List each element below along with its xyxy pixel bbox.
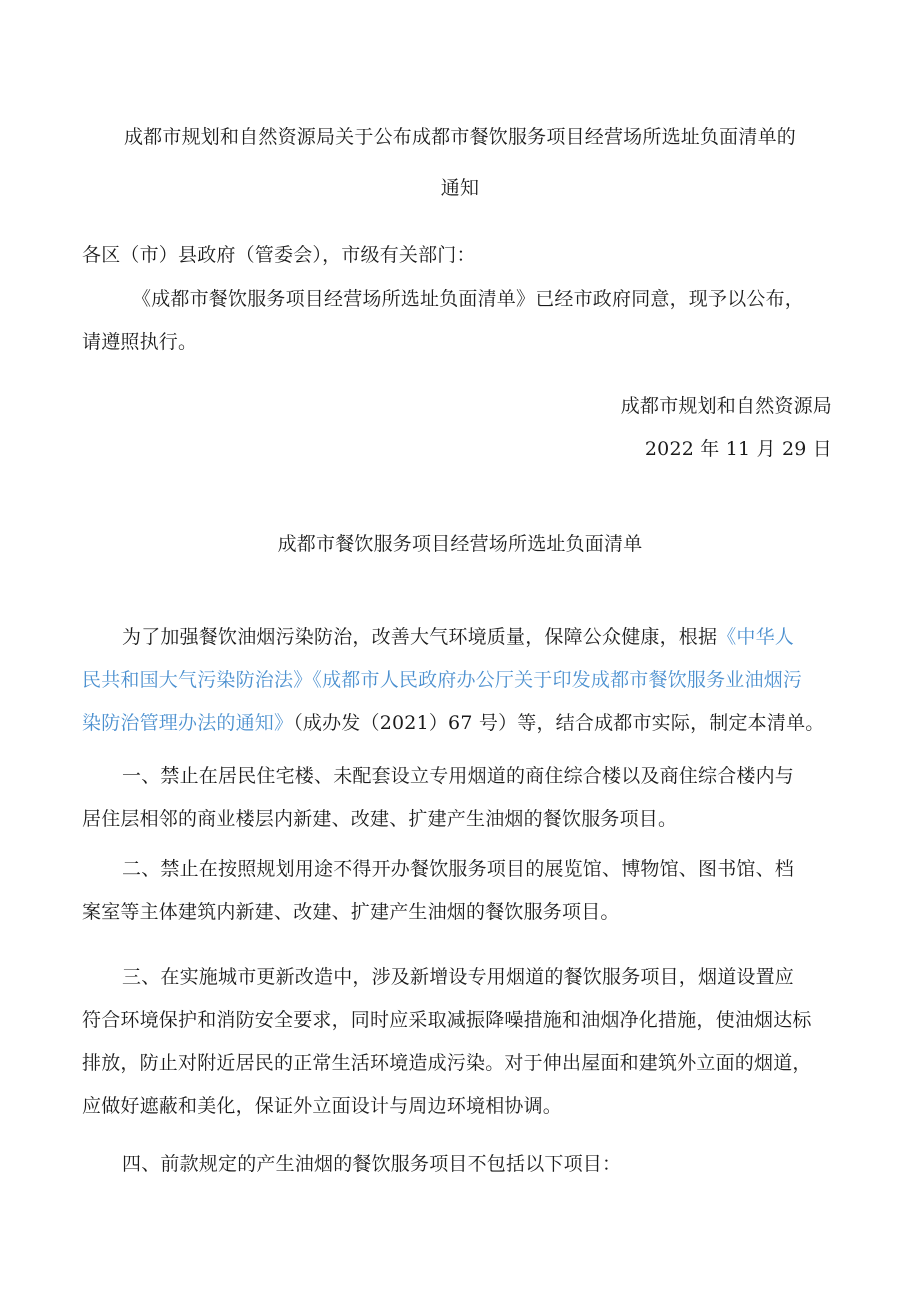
law-link-part-1[interactable]: 《中华人 (717, 626, 795, 648)
item-3-line-4: 应做好遮蔽和美化，保证外立面设计与周边环境相协调。 (82, 1095, 563, 1117)
notice-signature: 成都市规划和自然资源局 (620, 395, 832, 417)
item-3-line-3: 排放，防止对附近居民的正常生活环境造成污染。对于伸出屋面和建筑外立面的烟道， (82, 1052, 812, 1074)
intro-line-1-text: 为了加强餐饮油烟污染防治，改善大气环境质量，保障公众健康，根据 (122, 626, 718, 648)
intro-line-3-text: （成办发（2021）67 号）等，结合成都市实际，制定本清单。 (293, 712, 825, 734)
item-2-line-2: 案室等主体建筑内新建、改建、扩建产生油烟的餐饮服务项目。 (82, 901, 620, 923)
notice-date: 2022 年 11 月 29 日 (644, 438, 832, 460)
intro-line-1 (122, 624, 794, 650)
item-3-line-1: 三、在实施城市更新改造中，涉及新增设专用烟道的餐饮服务项目，烟道设置应 (122, 966, 795, 988)
item-2-line-1: 二、禁止在按照规划用途不得开办餐饮服务项目的展览馆、博物馆、图书馆、档 (122, 858, 795, 880)
item-3-line-2: 符合环境保护和消防安全要求，同时应采取减振降噪措施和油烟净化措施，使油烟达标 (82, 1009, 812, 1031)
notice-title-line-1: 成都市规划和自然资源局关于公布成都市餐饮服务项目经营场所选址负面清单的 (123, 126, 796, 148)
notice-title-line-2: 通知 (440, 177, 480, 199)
notice-salutation: 各区（市）县政府（管委会），市级有关部门： (82, 244, 476, 266)
notice-body-line-1: 《成都市餐饮服务项目经营场所选址负面清单》已经市政府同意，现予以公布， (132, 288, 805, 310)
item-1-line-2: 居住层相邻的商业楼层内新建、改建、扩建产生油烟的餐饮服务项目。 (82, 808, 678, 830)
list-title: 成都市餐饮服务项目经营场所选址负面清单 (277, 533, 643, 555)
intro-line-3 (82, 710, 824, 736)
item-1-line-1: 一、禁止在居民住宅楼、未配套设立专用烟道的商住综合楼以及商住综合楼内与 (122, 765, 795, 787)
law-link-part-2[interactable]: 民共和国大气污染防治法》《成都市人民政府办公厅关于印发成都市餐饮服务业油烟污 (82, 669, 803, 691)
law-link-part-3[interactable]: 染防治管理办法的通知》 (82, 712, 294, 734)
notice-body-line-2: 请遵照执行。 (82, 331, 198, 353)
item-4-line-1: 四、前款规定的产生油烟的餐饮服务项目不包括以下项目： (122, 1153, 622, 1175)
